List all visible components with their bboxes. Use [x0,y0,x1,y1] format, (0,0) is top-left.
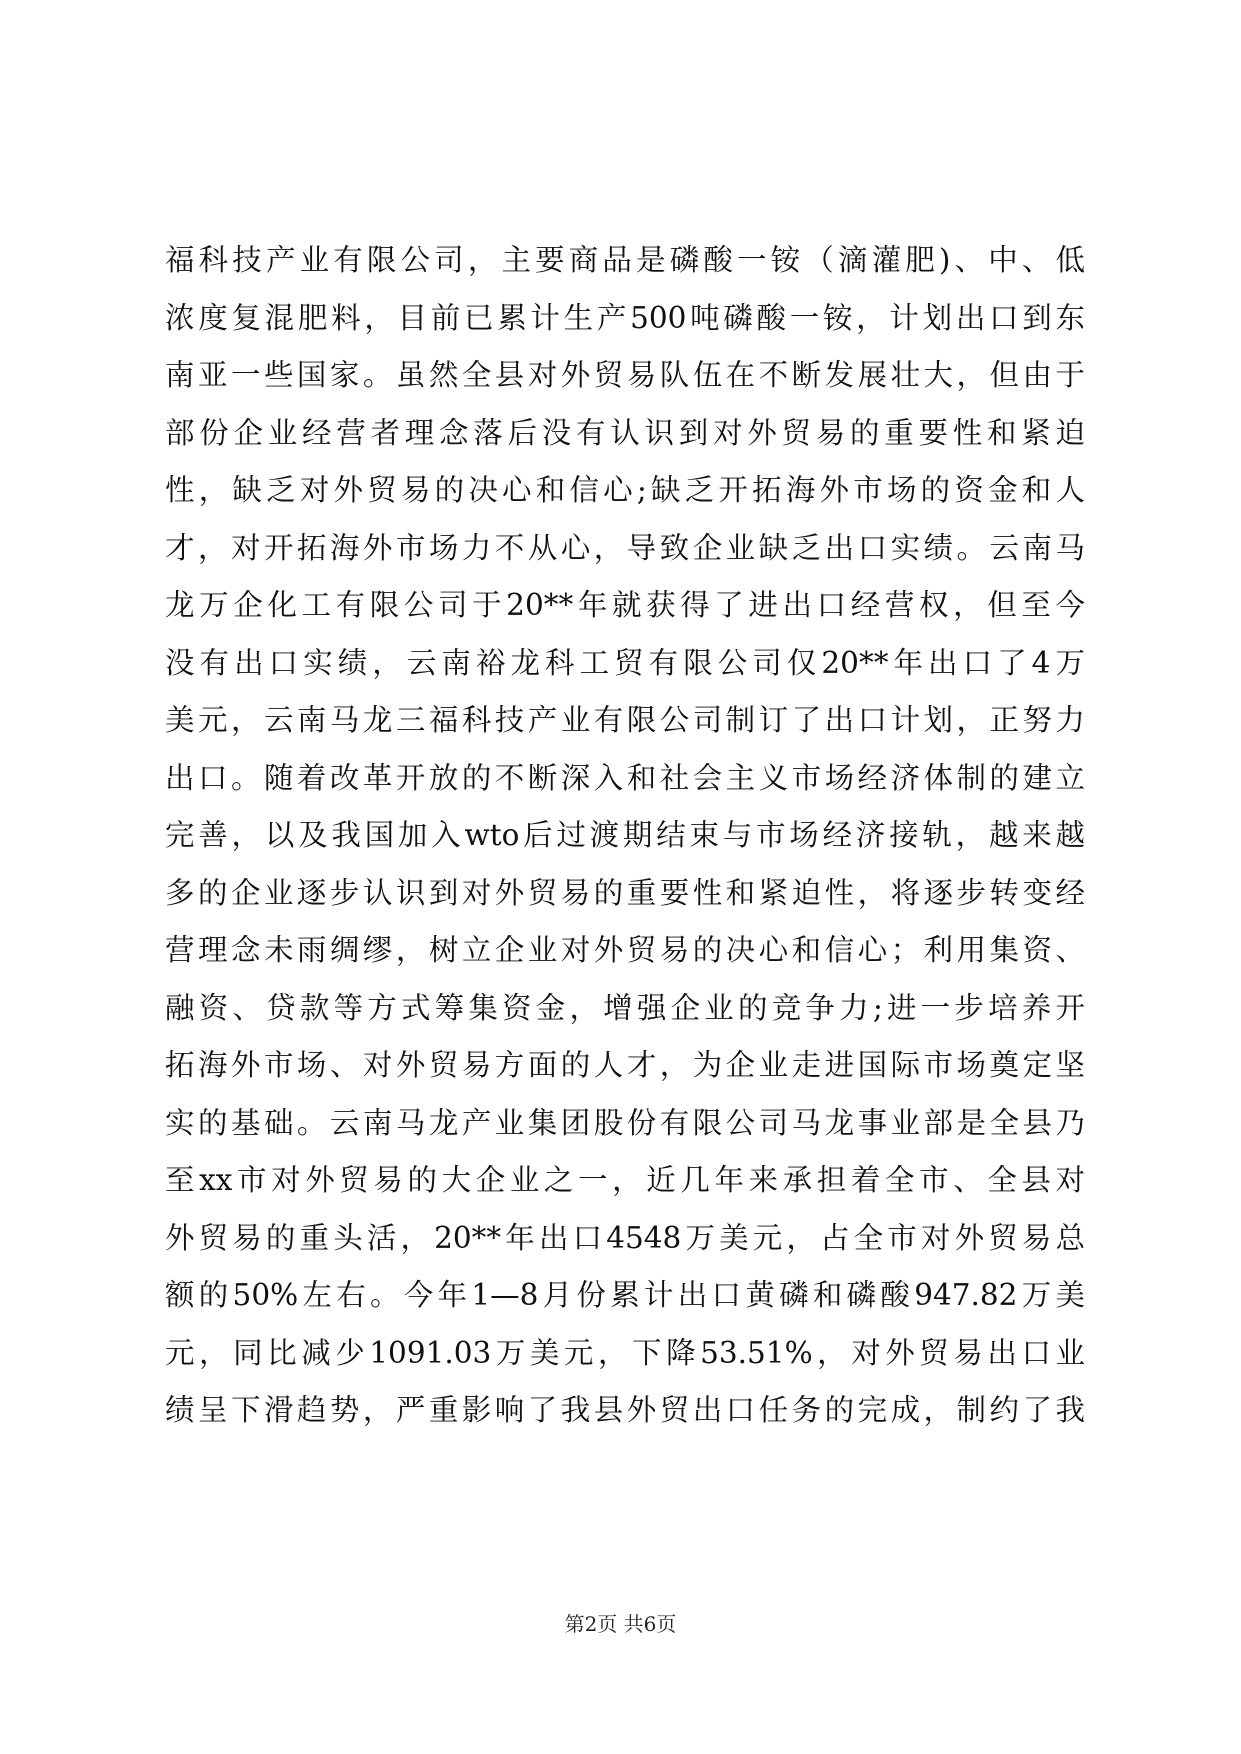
text-line: 多的企业逐步认识到对外贸易的重要性和紧迫性，将逐步转变经 [165,875,1085,910]
text-line: 龙万企化工有限公司于20**年就获得了进出口经营权，但至今 [165,588,1085,622]
text-line: 营理念未雨绸缪，树立企业对外贸易的决心和信心；利用集资、 [165,933,1085,967]
text-line: 性，缺乏对外贸易的决心和信心;缺乏开拓海外市场的资金和人 [165,473,1085,507]
text-line: 没有出口实绩，云南裕龙科工贸有限公司仅20**年出口了4万 [165,645,1085,680]
page-indicator: 第2页 共6页 [564,1612,677,1636]
text-line: 部份企业经营者理念落后没有认识到对外贸易的重要性和紧迫 [165,415,1085,450]
text-line: 南亚一些国家。虽然全县对外贸易队伍在不断发展壮大，但由于 [165,358,1085,392]
text-line: 完善，以及我国加入wto后过渡期结束与市场经济接轨，越来越 [165,818,1085,852]
text-line: 浓度复混肥料，目前已累计生产500吨磷酸一铵，计划出口到东 [165,300,1085,335]
text-line: 外贸易的重头活，20**年出口4548万美元，占全市对外贸易总 [165,1220,1085,1255]
text-line: 出口。随着改革开放的不断深入和社会主义市场经济体制的建立 [165,760,1085,795]
page-footer [0,1610,1241,1638]
body-text [165,232,1085,1440]
text-line: 美元，云南马龙三福科技产业有限公司制订了出口计划，正努力 [165,703,1085,737]
text-line: 融资、贷款等方式筹集资金，增强企业的竞争力;进一步培养开 [165,990,1085,1025]
text-line: 绩呈下滑趋势，严重影响了我县外贸出口任务的完成，制约了我 [165,1393,1085,1427]
text-line: 至xx市对外贸易的大企业之一，近几年来承担着全市、全县对 [165,1163,1085,1197]
text-line: 实的基础。云南马龙产业集团股份有限公司马龙事业部是全县乃 [165,1105,1085,1140]
text-line: 额的50%左右。今年1—8月份累计出口黄磷和磷酸947.82万美 [165,1278,1085,1312]
text-line: 拓海外市场、对外贸易方面的人才，为企业走进国际市场奠定坚 [165,1048,1085,1082]
text-line: 福科技产业有限公司，主要商品是磷酸一铵（滴灌肥)、中、低 [165,243,1085,277]
text-line: 元，同比减少1091.03万美元，下降53.51%，对外贸易出口业 [165,1335,1085,1370]
text-line: 才，对开拓海外市场力不从心，导致企业缺乏出口实绩。云南马 [165,530,1085,565]
